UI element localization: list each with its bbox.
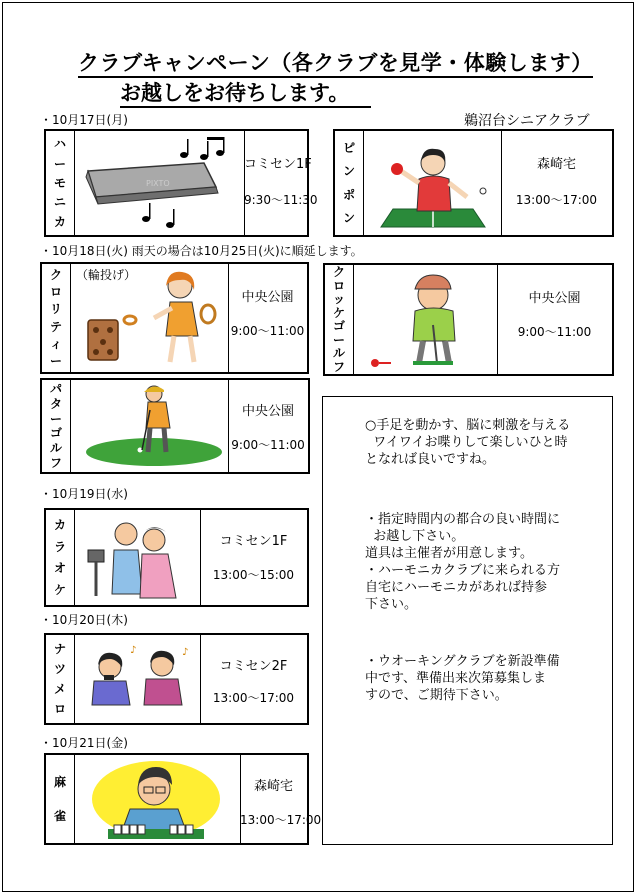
club-time: 9:00～11:00 [230, 324, 305, 338]
note-paragraph-1: ○手足を動かす、脳に刺激を与える ワイワイお喋りして楽しいひと時 となれば良いですね。 [365, 418, 571, 467]
croquet-player-icon [371, 275, 455, 367]
club-label-mahjong: 麻 雀 [46, 755, 75, 843]
date-oct18: ・10月18日(火) 雨天の場合は10月25日(火)に順延します。 [40, 244, 363, 258]
club-label-karaoke: カ ラ オ ケ [46, 510, 75, 605]
organizer-name: 鵜沼台シニアクラブ [464, 113, 590, 129]
club-card-karaoke [44, 508, 309, 607]
ring-toss-icon [88, 272, 215, 362]
club-place: 森崎宅 [536, 157, 576, 172]
karaoke-illustration [74, 510, 201, 605]
date-oct17: ・10月17日(月) [40, 113, 128, 127]
club-subtitle: （輪投げ） [76, 268, 137, 282]
club-place: 中央公園 [241, 290, 294, 305]
club-card-harmonica [44, 129, 318, 237]
club-card-pingpong [333, 129, 614, 237]
club-card-putter-golf [40, 378, 310, 474]
quoits-illustration [70, 264, 229, 372]
club-card-quoits [40, 262, 309, 374]
club-info-karaoke [200, 510, 307, 605]
date-oct21: ・10月21日(金) [40, 736, 128, 750]
club-place: コミセン1F [219, 534, 288, 549]
date-oct19: ・10月19日(水) [40, 487, 128, 501]
club-time: 9:00～11:00 [517, 325, 592, 339]
table-tennis-player-icon [381, 149, 486, 227]
croquet-illustration [353, 265, 498, 374]
club-label-croquet-golf: ク ロ ッ ケ ゴ ー ル フ [325, 265, 354, 374]
club-time: 9:00～11:00 [231, 438, 305, 452]
club-info-harmonica [244, 131, 318, 235]
club-place: コミセン1F [244, 157, 312, 172]
club-time: 13:00～17:00 [212, 691, 295, 705]
harmonica-icon [86, 163, 218, 204]
club-label-putter-golf: パ タ ー ゴ ル フ [42, 380, 71, 472]
club-card-mahjong [44, 753, 322, 845]
club-time: 13:00～17:00 [240, 813, 322, 827]
note-paragraph-3: ・ウオーキングクラブを新設準備 中です、準備出来次第募集しま すので、ご期待下さい。 [365, 654, 560, 703]
pingpong-illustration [363, 131, 502, 235]
club-info-mahjong [240, 755, 322, 843]
club-label-harmonica: ハ ー モ ニ カ [46, 131, 75, 235]
page-subtitle: お越しをお待ちします。 [120, 80, 371, 108]
club-card-croquet-golf [323, 263, 614, 376]
club-info-natsumelo [200, 635, 307, 723]
harmonica-illustration [74, 131, 245, 235]
note-paragraph-2: ・指定時間内の都合の良い時間に お越し下さい。 道具は主催者が用意します。 ・ハーモニカクラブに来られる方 自宅にハーモニカがあれば持参 下さい。 [365, 512, 561, 612]
natsumelo-illustration [74, 635, 201, 723]
page-title: クラブキャンペーン（各クラブを見学・体験します） [78, 50, 593, 78]
karaoke-couple-icon [88, 523, 176, 598]
club-place: 森崎宅 [253, 779, 293, 794]
club-info-pingpong [501, 131, 612, 235]
notes-box [322, 396, 613, 845]
svg-text:♪: ♪ [130, 645, 137, 656]
date-oct20: ・10月20日(木) [40, 613, 128, 627]
singers-icon [92, 645, 188, 705]
club-place: 中央公園 [528, 291, 581, 306]
golfer-icon [86, 386, 222, 466]
svg-text:PIXTO: PIXTO [146, 179, 170, 188]
putter-golf-illustration [70, 380, 229, 472]
club-card-natsumelo [44, 633, 309, 725]
club-time: 13:00～15:00 [212, 568, 295, 582]
club-time: 13:00～17:00 [515, 193, 598, 207]
club-time: 9:30～11:30 [244, 193, 318, 207]
svg-text:♪: ♪ [182, 647, 189, 658]
club-label-quoits: ク ロ リ テ ィ ー [42, 264, 71, 372]
club-info-putter-golf [228, 380, 308, 472]
club-label-natsumelo: ナ ツ メ ロ [46, 635, 75, 723]
club-place: 中央公園 [241, 404, 294, 419]
club-place: コミセン2F [219, 659, 288, 674]
club-label-pingpong: ピ ン ポ ン [335, 131, 364, 235]
mahjong-illustration [74, 755, 241, 843]
mahjong-player-icon [92, 761, 220, 839]
club-info-croquet-golf [497, 265, 612, 374]
club-info-quoits [228, 264, 307, 372]
